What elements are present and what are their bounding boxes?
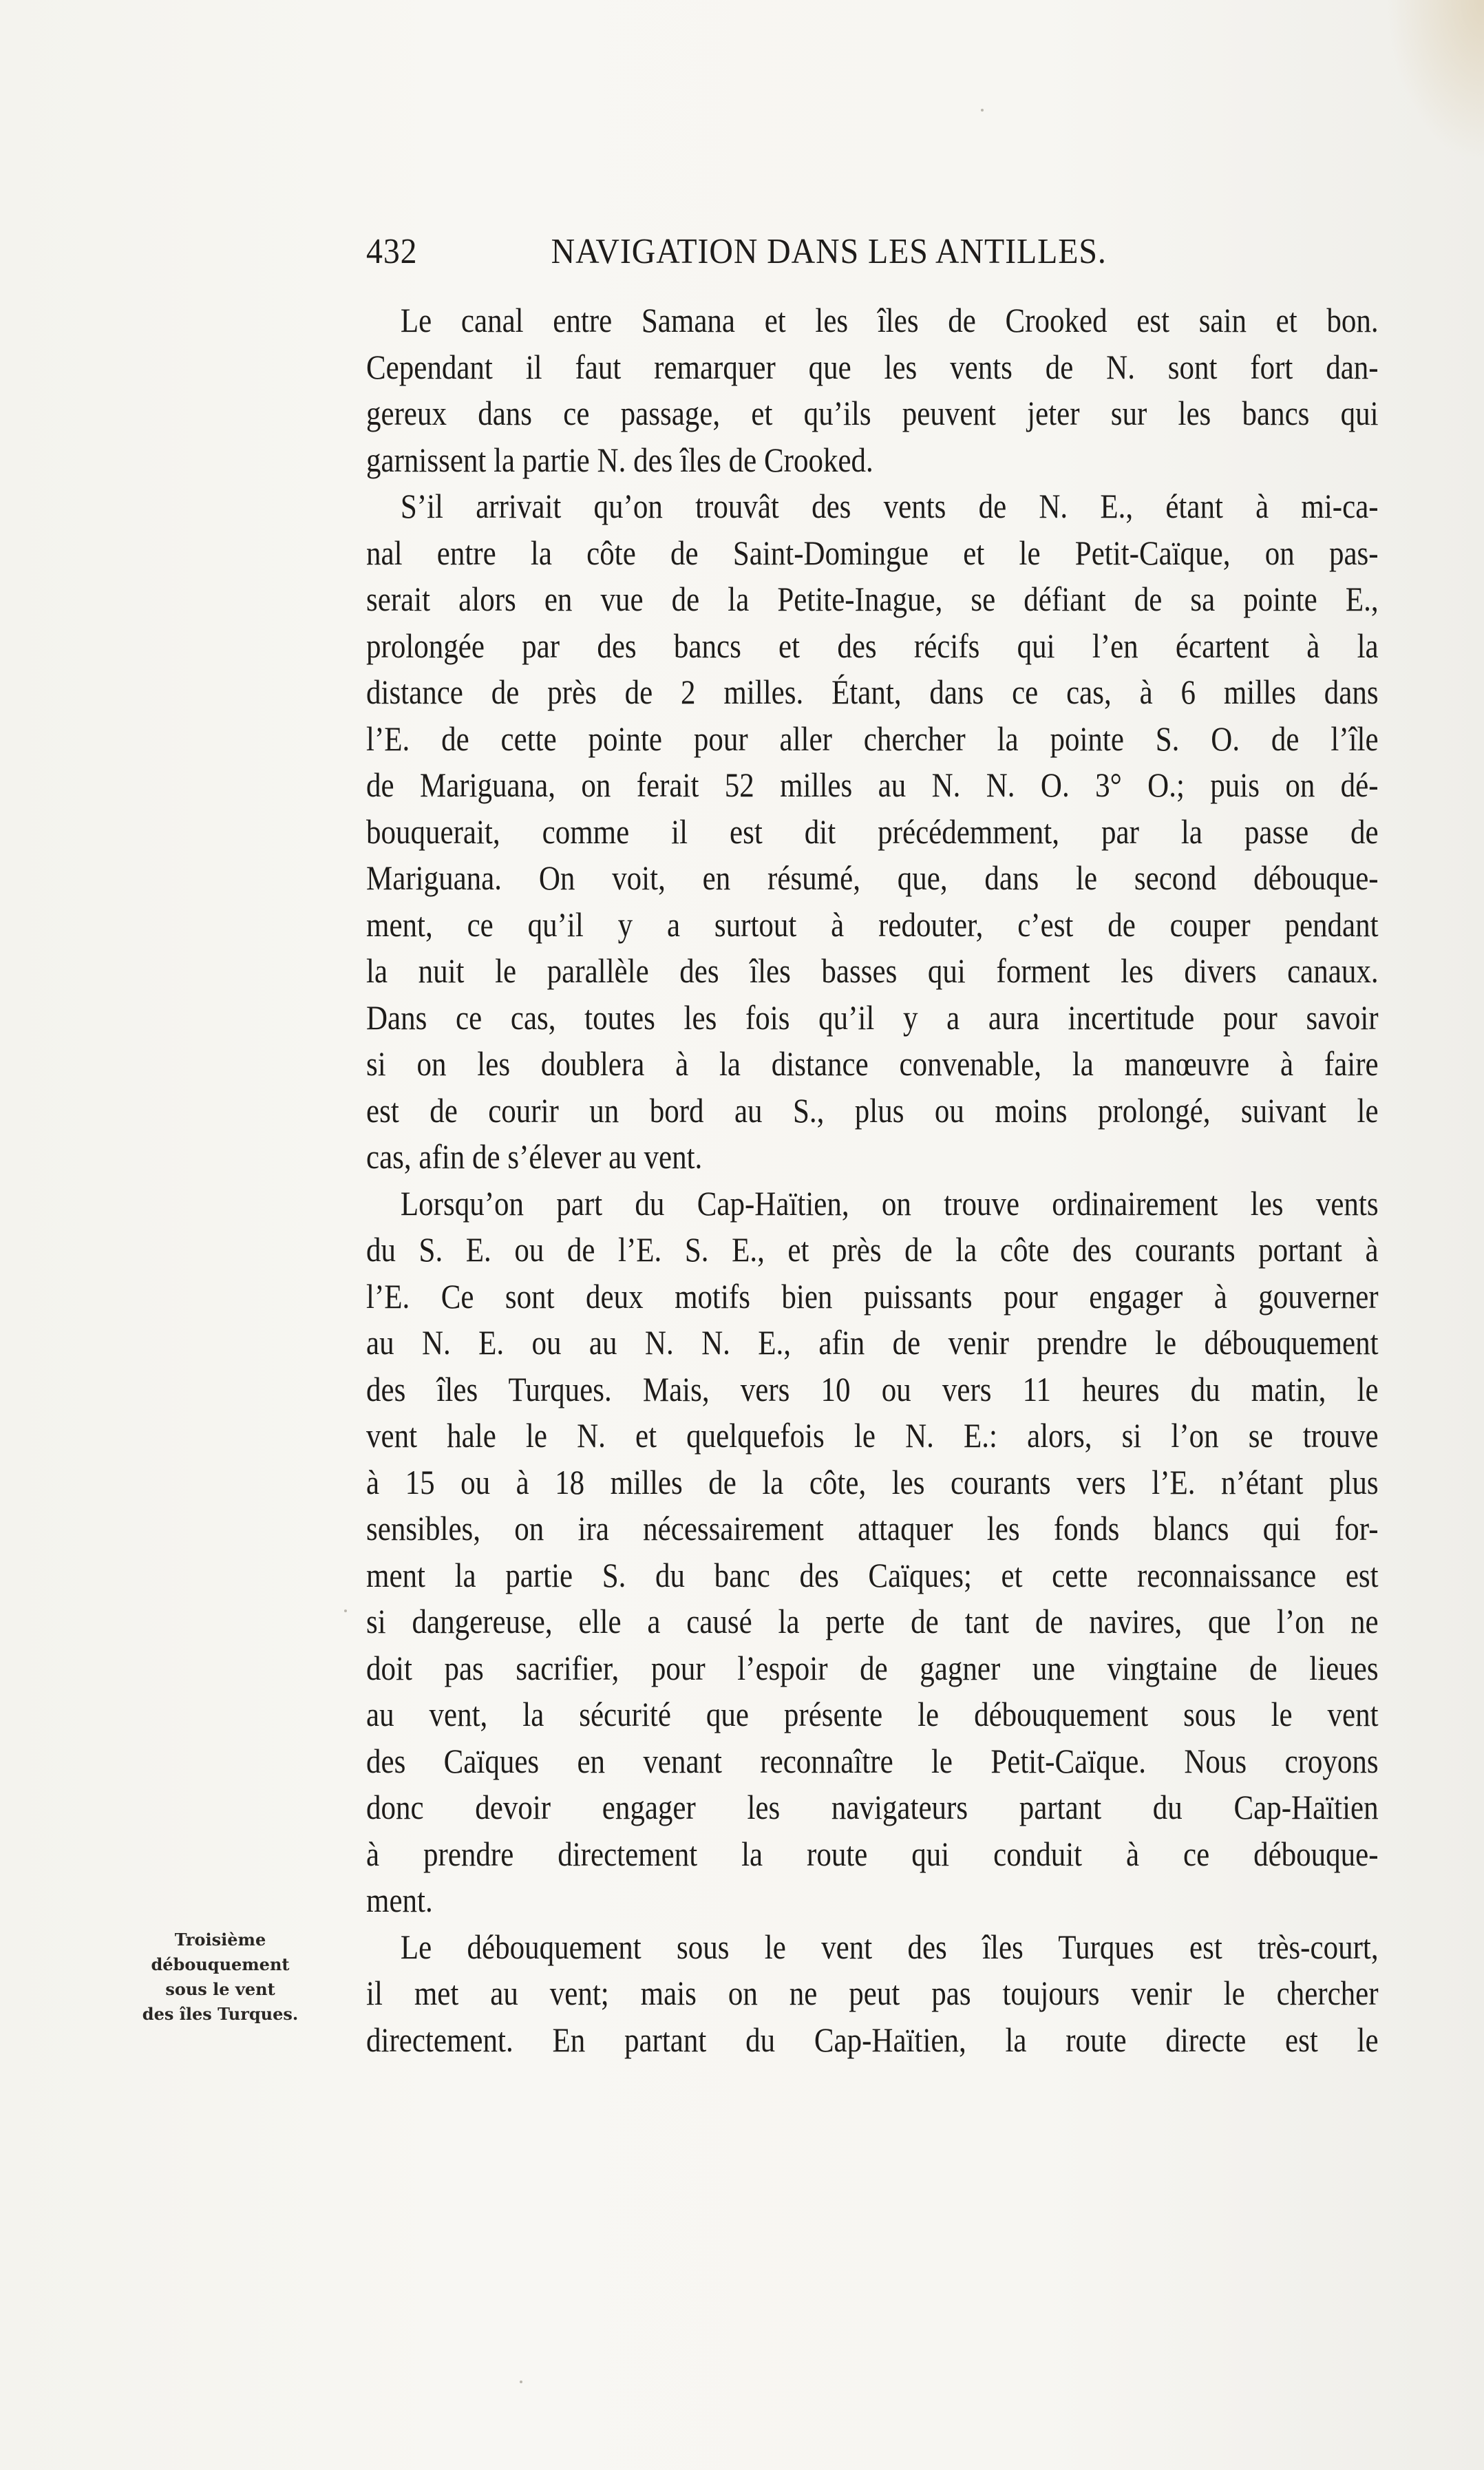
text-line: vent hale le N. et quelquefois le N. E.: alors, si l’on se trouve bbox=[366, 1416, 1379, 1455]
paper-speck bbox=[344, 1609, 347, 1612]
margin-note-line: Troisième bbox=[174, 1930, 266, 1950]
text-line: à 15 ou à 18 milles de la côte, les courants vers l’E. n’étant plus bbox=[366, 1462, 1379, 1501]
text-line: à prendre directement la route qui conduit à ce débouque- bbox=[366, 1834, 1379, 1873]
paragraph bbox=[366, 1924, 1378, 2064]
page-number: 432 bbox=[366, 232, 418, 271]
running-title: NAVIGATION DANS LES ANTILLES. bbox=[551, 232, 1107, 271]
text-line: Mariguana. On voit, en résumé, que, dans le second débouque- bbox=[366, 858, 1379, 897]
text-line: au N. E. ou au N. N. E., afin de venir prendre le débouquement bbox=[366, 1323, 1379, 1362]
text-line: des Caïques en venant reconnaître le Petit-Caïque. Nous croyons bbox=[366, 1741, 1379, 1780]
text-line: serait alors en vue de la Petite-Inague, se défiant de sa pointe E., bbox=[366, 580, 1379, 618]
text-line: si on les doublera à la distance convenable, la manœuvre à faire bbox=[366, 1044, 1379, 1083]
text-line: Cependant il faut remarquer que les vents de N. sont fort dan- bbox=[366, 347, 1379, 386]
text-line: ment, ce qu’il y a surtout à redouter, c’est de couper pendant bbox=[366, 905, 1379, 944]
text-line: la nuit le parallèle des îles basses qui forment les divers canaux. bbox=[366, 951, 1379, 990]
margin-note bbox=[83, 1928, 358, 2027]
paragraph bbox=[366, 297, 1378, 483]
text-line: garnissent la partie N. des îles de Crooked. bbox=[366, 440, 873, 479]
text-line: ment la partie S. du banc des Caïques; et cette reconnaissance est bbox=[366, 1555, 1379, 1594]
text-line: gereux dans ce passage, et qu’ils peuvent jeter sur les bancs qui bbox=[366, 394, 1379, 432]
text-line: Le canal entre Samana et les îles de Crooked est sain et bon. bbox=[400, 301, 1379, 339]
text-line: bouquerait, comme il est dit précédemment, par la passe de bbox=[366, 812, 1379, 851]
paragraph bbox=[366, 1181, 1378, 1924]
text-line: S’il arrivait qu’on trouvât des vents de N. E., étant à mi-ca- bbox=[400, 487, 1379, 525]
running-head bbox=[366, 230, 1298, 274]
text-line: si dangereuse, elle a causé la perte de tant de navires, que l’on ne bbox=[366, 1602, 1379, 1640]
text-line: est de courir un bord au S., plus ou moins prolongé, suivant le bbox=[366, 1090, 1379, 1130]
text-line: sensibles, on ira nécessairement attaquer les fonds blancs qui for- bbox=[366, 1509, 1379, 1548]
margin-note-line: sous le vent bbox=[165, 1979, 275, 1999]
paper-speck bbox=[520, 2381, 522, 2383]
text-line: prolongée par des bancs et des récifs qui l’en écartent à la bbox=[366, 626, 1379, 665]
margin-note-line: des îles Turques. bbox=[142, 2004, 299, 2024]
text-line: Lorsqu’on part du Cap-Haïtien, on trouve ordinairement les vents bbox=[400, 1183, 1379, 1223]
text-line: du S. E. ou de l’E. S. E., et près de la côte des courants portant à bbox=[366, 1230, 1379, 1269]
text-line: l’E. de cette pointe pour aller chercher la pointe S. O. de l’île bbox=[366, 719, 1379, 758]
paper-speck bbox=[981, 109, 984, 112]
text-line: nal entre la côte de Saint-Domingue et le Petit-Caïque, on pas- bbox=[366, 533, 1379, 572]
text-line: distance de près de 2 milles. Étant, dans ce cas, à 6 milles dans bbox=[366, 673, 1379, 711]
margin-note-line: débouquement bbox=[151, 1954, 290, 1974]
text-line: donc devoir engager les navigateurs partant du Cap-Haïtien bbox=[366, 1788, 1379, 1826]
text-line: cas, afin de s’élever au vent. bbox=[366, 1137, 703, 1176]
text-line: Le débouquement sous le vent des îles Turques est très-court, bbox=[400, 1927, 1379, 1966]
text-line: doit pas sacrifier, pour l’espoir de gagner une vingtaine de lieues bbox=[366, 1648, 1379, 1687]
text-line: il met au vent; mais on ne peut pas toujours venir le chercher bbox=[366, 1974, 1379, 2012]
text-line: directement. En partant du Cap-Haïtien, la route directe est le bbox=[366, 2020, 1379, 2059]
body-text bbox=[366, 297, 1378, 2063]
text-line: l’E. Ce sont deux motifs bien puissants pour engager à gouverner bbox=[366, 1276, 1379, 1316]
text-line: des îles Turques. Mais, vers 10 ou vers 11 heures du matin, le bbox=[366, 1369, 1379, 1408]
paragraph bbox=[366, 483, 1378, 1181]
text-line: ment. bbox=[366, 1881, 433, 1919]
text-line: de Mariguana, on ferait 52 milles au N. N. O. 3° O.; puis on dé- bbox=[366, 766, 1379, 804]
text-line: Dans ce cas, toutes les fois qu’il y a aura incertitude pour savoir bbox=[366, 997, 1379, 1037]
text-line: au vent, la sécurité que présente le débouquement sous le vent bbox=[366, 1695, 1379, 1733]
